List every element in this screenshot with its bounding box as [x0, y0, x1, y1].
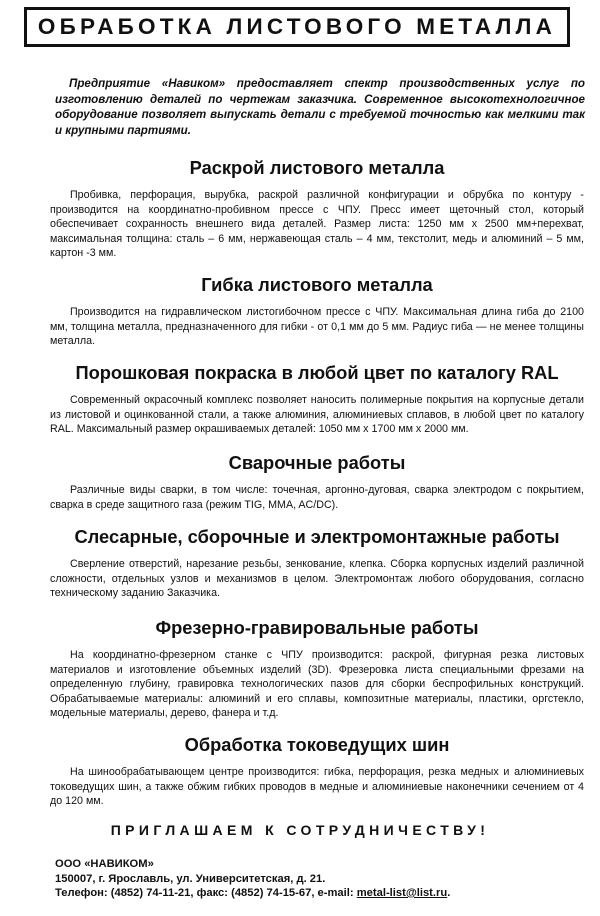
company-address: 150007, г. Ярославль, ул. Университетская, д. 21. [55, 872, 326, 885]
section-assembly [50, 526, 584, 601]
section-text: Пробивка, перфорация, вырубка, раскрой различной конфигурации и обрубка по контуру - производится на координатно-пробивном прессе с ЧПУ. Пресс имеет щеточный стол, который обеспечивает сохранность внешнего вида деталей. Размер листа: 1250 мм х 2500 мм+перехват, максимальная толщина: сталь – 6 мм, нержавеющая сталь – 4 мм, текстолит, медь и алюминий – 5 мм, картон -3 мм. [50, 189, 584, 259]
contacts-block [55, 857, 575, 901]
intro-paragraph: Предприятие «Навиком» предоставляет спектр производственных услуг по изготовлению деталей по чертежам заказчика. Современное высокотехнологичное оборудование позволяет выпускать детали с требуемой точностью как мелкими так и крупными партиями. [55, 77, 585, 137]
section-text: Различные виды сварки, в том числе: точечная, аргонно-дуговая, сварка электродом с покрытием, сварка в среде защитного газа (режим TIG, MMA, AC/DC). [50, 484, 584, 511]
section-text: Производится на гидравлическом листогибочном прессе с ЧПУ. Максимальная длина гиба до 2100 мм, толщина металла, предназначенного для гибки - от 0,1 мм до 5 мм. Радиус гиба — не менее толщины металла. [50, 306, 584, 347]
section-sheet-cutting [50, 157, 584, 261]
section-title: Гибка листового металла [201, 274, 433, 295]
page-title-box [24, 7, 570, 47]
section-title: Раскрой листового металла [189, 157, 445, 178]
company-name: ООО «НАВИКОМ» [55, 858, 154, 870]
email-link[interactable]: metal-list@list.ru [356, 887, 448, 899]
section-title: Обработка токоведущих шин [184, 734, 450, 755]
section-title: Порошковая покраска в любой цвет по каталогу RAL [75, 362, 559, 383]
section-sheet-bending [50, 274, 584, 349]
section-text: На координатно-фрезерном станке с ЧПУ производится: раскрой, фигурная резка листовых материалов и изготовление объемных изделий (3D). Фрезеровка листа специальными фрезами на определенную глубину, гравировка технологических пазов для сборки беспрофильных конструкций. Обрабатываемые материалы: алюминий и его сплавы, композитные материалы, пластики, оргстекло, модельные материалы, дерево, фанера и т.д. [50, 649, 584, 719]
section-welding [50, 452, 584, 512]
section-title: Слесарные, сборочные и электромонтажные работы [74, 526, 560, 547]
section-milling [50, 617, 584, 721]
section-text: Современный окрасочный комплекс позволяет наносить полимерные покрытия на корпусные детали из листовой и оцинкованной стали, а также алюминия, алюминиевых сплавов, в любой цвет по каталогу RAL. Максимальный размер окрашиваемых деталей: 1050 мм х 1700 мм х 2000 мм. [50, 394, 584, 435]
invitation-heading: ПРИГЛАШАЕМ К СОТРУДНИЧЕСТВУ! [110, 822, 490, 838]
phone-fax-text: Телефон: (4852) 74-11-21, факс: (4852) 74-15-67, e-mail: [55, 887, 357, 899]
page-title: ОБРАБОТКА ЛИСТОВОГО МЕТАЛЛА [37, 14, 557, 39]
email-suffix: . [447, 887, 451, 899]
section-powder-coating [50, 362, 584, 437]
section-busbar [50, 734, 584, 809]
section-text: На шинообрабатывающем центре производится: гибка, перфорация, резка медных и алюминиевых токоведущих шин, а также обжим гибких проводов в медные и алюминиевые наконечники сечением от 4 до 120 мм. [50, 766, 584, 807]
section-title: Фрезерно-гравировальные работы [155, 617, 479, 638]
phone-line [55, 886, 575, 901]
section-text: Сверление отверстий, нарезание резьбы, зенкование, клепка. Сборка корпусных изделий различной сложности, отдельных узлов и механизмов в целом. Электромонтаж любого оборудования, согласно техническому заданию Заказчика. [50, 558, 584, 599]
section-title: Сварочные работы [228, 452, 406, 473]
